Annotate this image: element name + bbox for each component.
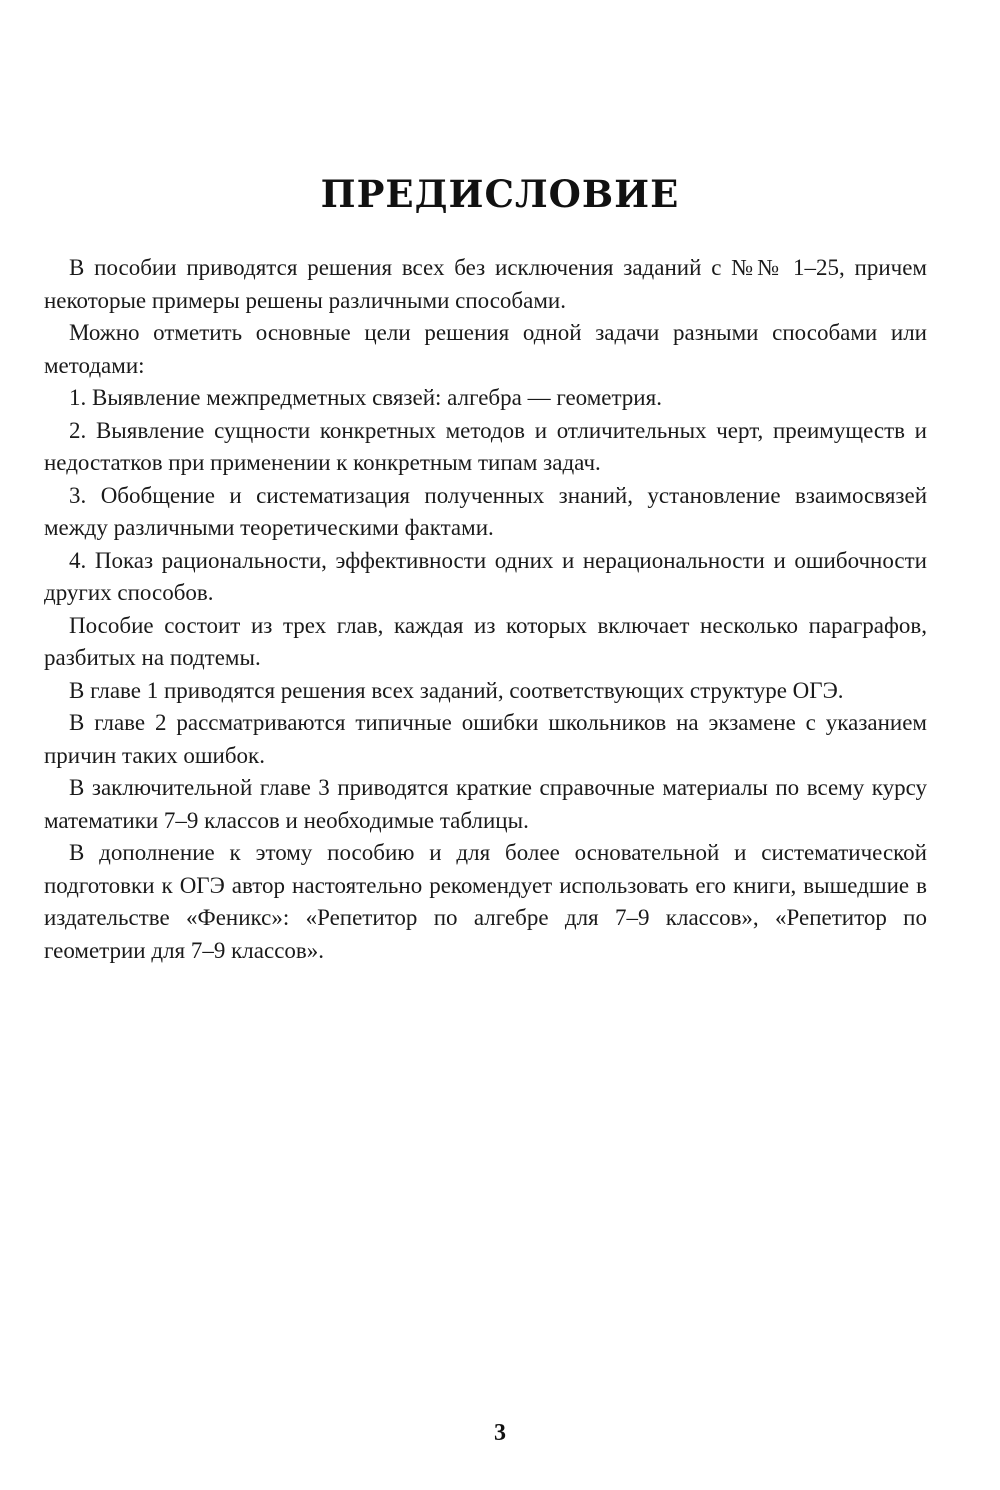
page-number: 3: [494, 1420, 506, 1446]
paragraph: Можно отметить основные цели решения одной задачи разными способами или методами:: [44, 320, 927, 378]
paragraph: В дополнение к этому пособию и для более основательной и систематической подготовки к ОГЭ автор настоятельно рекомендует использовать его книги, вышедшие в издательстве «Феникс»: «Репетитор по алгебре для 7–9 классов», «Репетитор по геометрии для 7–9 классов».: [44, 840, 927, 963]
paragraph: В главе 1 приводятся решения всех заданий, соответствующих структуре ОГЭ.: [69, 677, 844, 703]
paragraph: Пособие состоит из трех глав, каждая из которых включает несколько параграфов, разбитых на подтемы.: [44, 612, 927, 670]
list-item: 3. Обобщение и систематизация полученных знаний, установление взаимосвязей между различными теоретическими фактами.: [44, 482, 927, 540]
list-item: 4. Показ рациональности, эффективности одних и нерациональности и ошибочности других способов.: [44, 547, 927, 605]
page-title: ПРЕДИСЛОВИЕ: [320, 172, 680, 216]
list-item: 2. Выявление сущности конкретных методов и отличительных черт, преимуществ и недостатков при применении к конкретным типам задач.: [44, 417, 927, 475]
preface-body: [44, 252, 927, 967]
paragraph: В главе 2 рассматриваются типичные ошибки школьников на экзамене с указанием причин таких ошибок.: [44, 710, 927, 768]
list-item: 1. Выявление межпредметных связей: алгебра — геометрия.: [69, 385, 662, 410]
paragraph: В заключительной главе 3 приводятся краткие справочные материалы по всему курсу математики 7–9 классов и необходимые таблицы.: [44, 775, 927, 833]
paragraph: В пособии приводятся решения всех без исключения заданий с №№ 1–25, причем некоторые примеры решены различными способами.: [44, 255, 927, 313]
